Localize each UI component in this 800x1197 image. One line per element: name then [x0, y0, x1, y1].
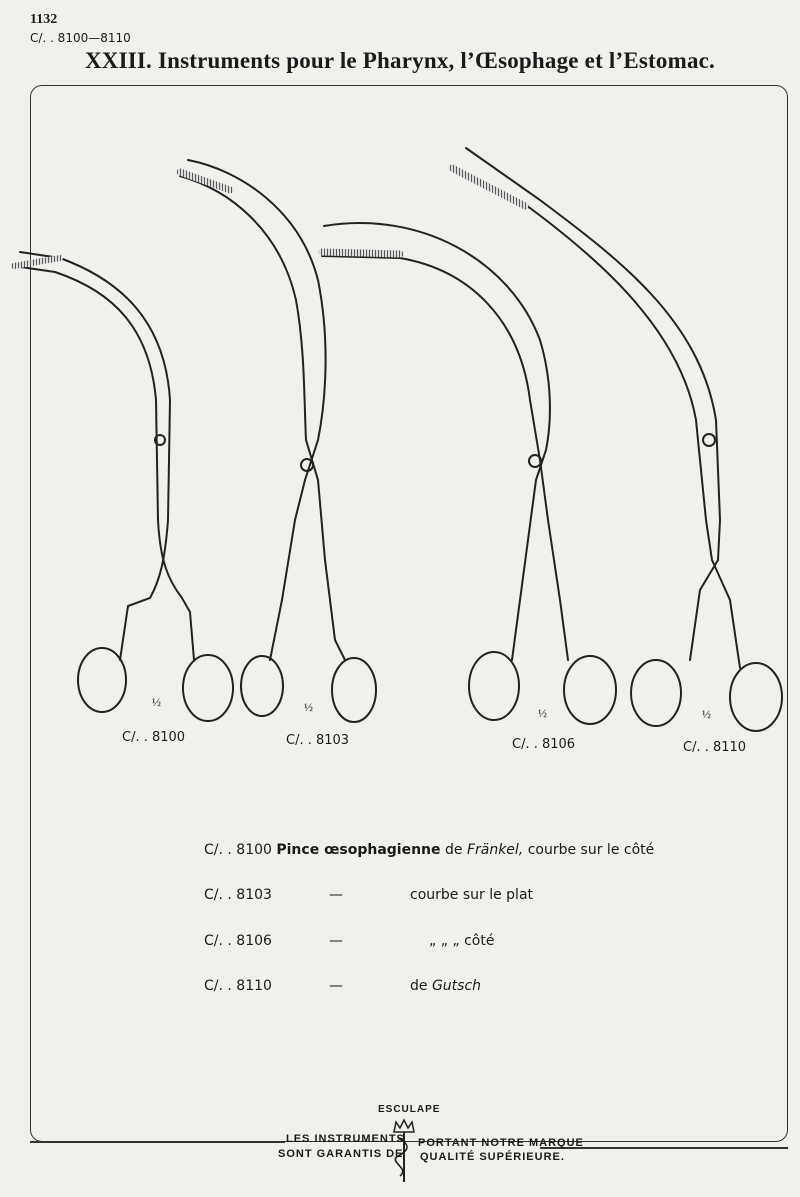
label-8110: C/. . 8110: [683, 740, 747, 755]
description-code: C/. . 8103: [204, 887, 272, 903]
description-text-post: courbe sur le côté: [523, 842, 655, 858]
forceps-8106-icon: [322, 223, 616, 724]
footer-right-line2: QUALITÉ SUPÉRIEURE.: [420, 1151, 565, 1163]
footer-left-line2: SONT GARANTIS DE: [278, 1148, 404, 1160]
scale-8100: ½: [152, 695, 161, 709]
description-row: [204, 933, 495, 949]
forceps-8100-icon: [14, 252, 233, 721]
footer-left-line1: LES INSTRUMENTS: [286, 1133, 405, 1145]
description-text-pre: de: [444, 842, 467, 858]
description-dash: —: [329, 978, 343, 994]
description-text: [410, 978, 481, 994]
page-number: 1132: [30, 12, 58, 27]
scale-8103: ½: [304, 700, 313, 714]
description-name: Pince œsophagienne: [276, 842, 441, 858]
forceps-8103-icon: [180, 160, 376, 722]
description-row: [204, 842, 654, 858]
description-author: Gutsch: [431, 978, 482, 994]
description-dash: —: [329, 933, 343, 949]
page-title: XXIII. Instruments pour le Pharynx, l’Œsophage et l’Estomac.: [84, 48, 716, 73]
description-author: Fränkel,: [466, 842, 524, 858]
description-text-pre: de: [410, 978, 432, 994]
footer-rule-left: [30, 1141, 285, 1143]
description-text-pre: courbe sur le plat: [410, 887, 534, 903]
catalog-range: C/. . 8100—8110: [30, 31, 131, 45]
label-8100: C/. . 8100: [122, 730, 186, 745]
label-8106: C/. . 8106: [512, 737, 576, 752]
forceps-8110-icon: [452, 148, 782, 731]
description-code: C/. . 8100: [204, 842, 272, 858]
description-row: [204, 978, 482, 994]
footer-brand: ESCULAPE: [378, 1104, 441, 1115]
label-8103: C/. . 8103: [286, 733, 350, 748]
description-text-pre: „ „ „ côté: [429, 933, 495, 949]
description-code: C/. . 8110: [204, 978, 272, 994]
scale-8106: ½: [538, 706, 547, 720]
footer-right-line1: PORTANT NOTRE MARQUE: [418, 1137, 584, 1149]
scale-8110: ½: [702, 707, 711, 721]
description-row: [204, 887, 534, 903]
description-code: C/. . 8106: [204, 933, 272, 949]
caduceus-crown-icon: [390, 1118, 418, 1184]
description-dash: —: [329, 887, 343, 903]
